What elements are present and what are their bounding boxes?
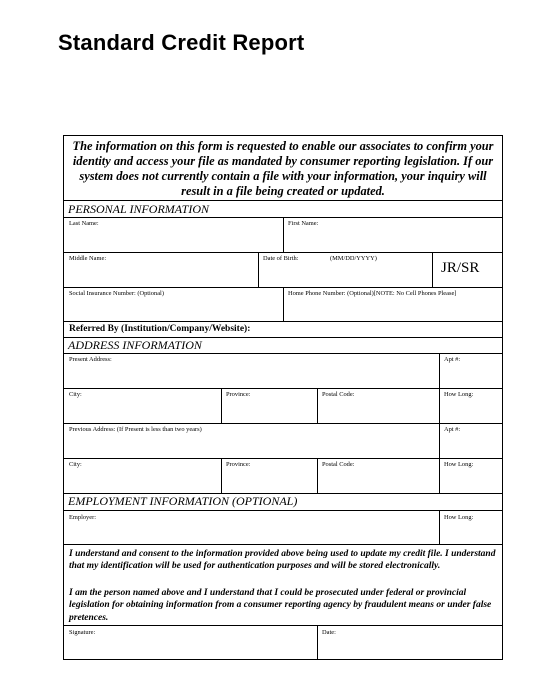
employer-field[interactable] bbox=[64, 511, 439, 544]
dob-field[interactable] bbox=[259, 253, 432, 287]
employment-section-heading: EMPLOYMENT INFORMATION (OPTIONAL) bbox=[68, 494, 298, 508]
employment-how-long-label: How Long: bbox=[444, 514, 474, 521]
dob-label: Date of Birth: bbox=[263, 255, 299, 262]
previous-city-field[interactable] bbox=[64, 459, 221, 493]
referred-by-label: Referred By (Institution/Company/Website): bbox=[69, 324, 251, 334]
province-field[interactable] bbox=[222, 389, 317, 423]
date-label: Date: bbox=[322, 629, 336, 636]
intro-text: The information on this form is requested to enable our associates to confirm your identity and access your file as mandated by consumer reporting legislation. If our system does not currently contain a file with your information, your inquiry will result in a file being created or updated. bbox=[64, 136, 502, 201]
jr-sr-label: JR/SR bbox=[441, 260, 480, 276]
previous-apt-field[interactable] bbox=[440, 424, 502, 458]
date-field[interactable] bbox=[318, 626, 502, 659]
page-title: Standard Credit Report bbox=[58, 30, 305, 55]
home-phone-field[interactable] bbox=[284, 288, 502, 321]
present-address-field[interactable] bbox=[64, 354, 439, 388]
present-apt-field[interactable] bbox=[440, 354, 502, 388]
first-name-field[interactable] bbox=[284, 218, 502, 252]
employment-how-long-field[interactable] bbox=[440, 511, 502, 544]
first-name-label: First Name: bbox=[288, 220, 319, 227]
declaration-paragraph: I am the person named above and I understand that I could be prosecuted under federal or provincial legislation for obtaining information from a consumer reporting agency by fraudulent means or under false pretences. bbox=[69, 588, 492, 623]
dob-format-hint: (MM/DD/YYYY) bbox=[330, 255, 377, 262]
previous-postal-code-field[interactable] bbox=[318, 459, 439, 493]
previous-province-label: Province: bbox=[226, 461, 251, 468]
home-phone-label: Home Phone Number: (Optional)[NOTE: No Cell Phones Please] bbox=[288, 290, 457, 297]
province-label: Province: bbox=[226, 391, 251, 398]
present-address-label: Present Address: bbox=[69, 356, 112, 363]
credit-report-form bbox=[63, 135, 503, 660]
address-section-heading: ADDRESS INFORMATION bbox=[68, 338, 202, 352]
how-long-field[interactable] bbox=[440, 389, 502, 423]
how-long-label: How Long: bbox=[444, 391, 474, 398]
postal-code-label: Postal Code: bbox=[322, 391, 355, 398]
signature-label: Signature: bbox=[69, 629, 96, 636]
previous-how-long-label: How Long: bbox=[444, 461, 474, 468]
previous-apt-label: Apt #: bbox=[444, 426, 461, 433]
sin-label: Social Insurance Number: (Optional) bbox=[69, 290, 164, 297]
referred-by-field[interactable] bbox=[64, 322, 502, 337]
middle-name-label: Middle Name: bbox=[69, 255, 107, 262]
previous-address-label: Previous Address: (If Present is less than two years) bbox=[69, 426, 202, 433]
signature-field[interactable] bbox=[64, 626, 317, 659]
previous-how-long-field[interactable] bbox=[440, 459, 502, 493]
present-apt-label: Apt #: bbox=[444, 356, 461, 363]
consent-paragraph: I understand and consent to the information provided above being used to update my credit file. I understand that my identification will be used for authentication purposes and will be stored electronically. bbox=[69, 549, 496, 572]
city-label: City: bbox=[69, 391, 82, 398]
employer-label: Employer: bbox=[69, 514, 96, 521]
previous-postal-code-label: Postal Code: bbox=[322, 461, 355, 468]
middle-name-field[interactable] bbox=[64, 253, 258, 287]
sin-field[interactable] bbox=[64, 288, 283, 321]
previous-province-field[interactable] bbox=[222, 459, 317, 493]
previous-city-label: City: bbox=[69, 461, 82, 468]
postal-code-field[interactable] bbox=[318, 389, 439, 423]
city-field[interactable] bbox=[64, 389, 221, 423]
personal-section-heading: PERSONAL INFORMATION bbox=[68, 202, 209, 216]
last-name-field[interactable] bbox=[64, 218, 283, 252]
last-name-label: Last Name: bbox=[69, 220, 99, 227]
previous-address-field[interactable] bbox=[64, 424, 439, 458]
